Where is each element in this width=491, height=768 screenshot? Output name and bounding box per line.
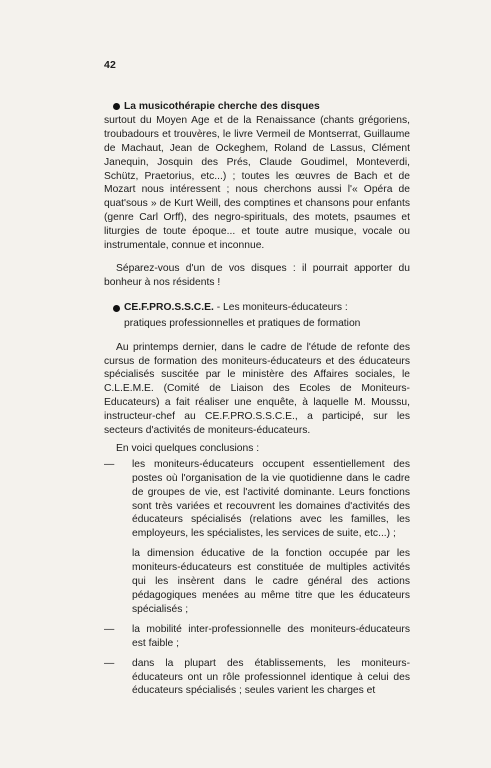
- music-request-paragraph: surtout du Moyen Age et de la Renaissance (chants grégoriens, troubadours et trouvères, le livre Vermeil de Montserrat, Guillaume de Machaut, Jean de Ockeghem, Roland de Lassus, Clément Janequin, Josquin des Prés, Claude Goudimel, Monteverdi, Schütz, Praetorius, etc...) ; toutes les œuvres de Bach et de Mozart nous intéressent ; nous cherchons aussi l'« Opéra de quat'sous » de Kurt Weill, des comptines et chansons pour enfants (genre Carl Orff), des negro-spirituals, des motets, psaumes et liturgies de toute époque... et toute autre musique, vocale ou instrumentale, connue et inconnue.: [104, 114, 410, 252]
- conclusions-list: [104, 458, 410, 699]
- section-heading-rest: - Les moniteurs-éducateurs :: [213, 301, 348, 313]
- record-appeal-paragraph: Séparez-vous d'un de vos disques : il pourrait apporter du bonheur à nos résidents !: [104, 262, 410, 288]
- list-item-text: les moniteurs-éducateurs occupent essentiellement des postes où l'organisation de la vie quotidienne dans le cadre de groupes de vie, est l'activité dominante. Leurs fonctions sont très variées et recouvrent les domaines d'activités des éducateurs spécialisés (relations avec les familles, les employeurs, les spécialistes, les services de suite, etc...) ;: [132, 458, 410, 540]
- organization-name: CE.F.PRO.S.S.C.E.: [124, 301, 214, 313]
- list-item: [104, 458, 410, 541]
- list-item: [104, 657, 410, 699]
- section-subheading: pratiques professionnelles et pratiques de formation: [124, 317, 361, 329]
- conclusions-intro: En voici quelques conclusions :: [116, 442, 260, 454]
- list-item-text: la dimension éducative de la fonction occupée par les moniteurs-éducateurs est constituée de multiples activités qui les insèrent dans le cadre général des actions pédagogiques menées au même titre que les éducateurs spécialisés ;: [132, 548, 410, 615]
- section-heading-text: La musicothérapie cherche des disques: [124, 101, 320, 112]
- dash-marker: —: [104, 623, 115, 635]
- list-item-text: la mobilité inter-professionnelle des moniteurs-éducateurs est faible ;: [132, 623, 410, 649]
- section-heading-musicotherapy: [104, 100, 410, 114]
- dash-marker: —: [104, 657, 115, 669]
- page-number: 42: [104, 59, 117, 71]
- list-item: [104, 623, 410, 651]
- bullet-icon: [113, 103, 120, 110]
- article-content: [104, 100, 410, 698]
- dash-marker: —: [104, 458, 115, 470]
- list-item: [104, 547, 410, 617]
- section-heading-ceprossce: [104, 301, 410, 315]
- survey-intro-paragraph: Au printemps dernier, dans le cadre de l'étude de refonte des cursus de formation des moniteurs-éducateurs et des éducateurs spécialisés suscitée par le ministère des Affaires sociales, le C.L.E.M.E. (Comité de Liaison des Ecoles de Moniteurs-Educateurs) a fait réaliser une enquête, à laquelle M. Moussu, instructeur-chef au CE.F.PRO.S.S.C.E., a participé, sur les secteurs d'activités de moniteurs-éducateurs.: [104, 341, 410, 437]
- bullet-icon: [113, 305, 120, 312]
- list-item-text: dans la plupart des établissements, les moniteurs-éducateurs ont un rôle professionnel identique à celui des éducateurs spécialisés ; seules varient les charges et: [132, 657, 410, 697]
